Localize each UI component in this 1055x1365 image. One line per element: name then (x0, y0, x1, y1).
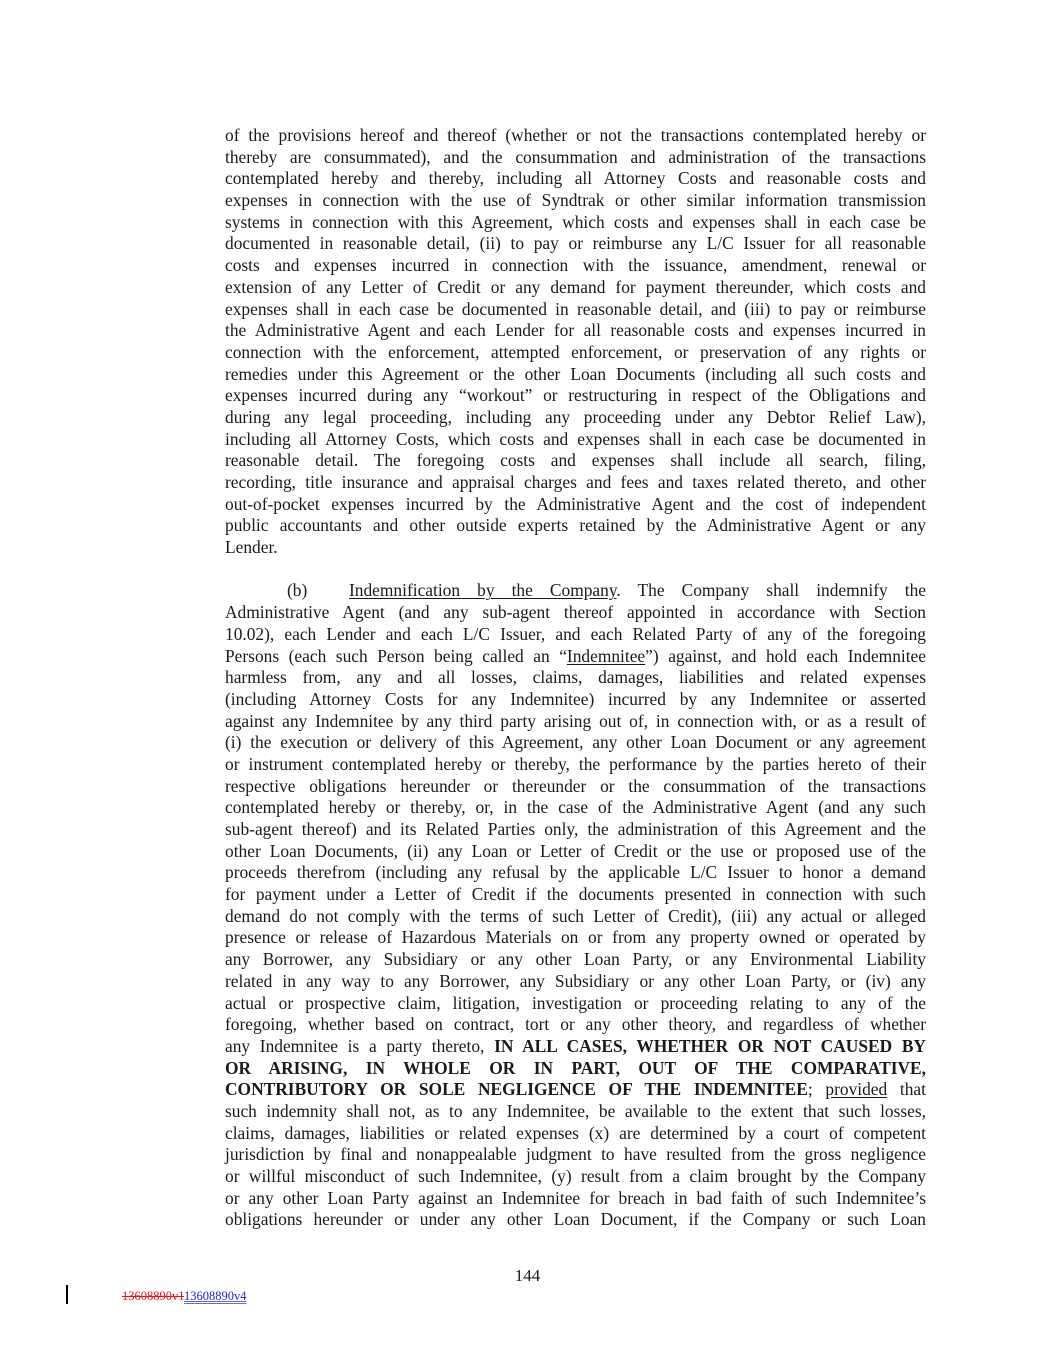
defined-term: Indemnitee (566, 645, 646, 666)
text-line: (i) the execution or delivery of this Agreement, any other Loan Document or any agreement (225, 732, 926, 753)
text-line: contemplated hereby or thereby, or, in the case of the Administrative Agent (and any such (225, 797, 926, 818)
paragraph-b-mid-lines (225, 667, 926, 1036)
text-run: that (887, 1079, 926, 1100)
document-page-body (225, 125, 926, 1231)
document-id-deleted: 13608890v1 (122, 1289, 185, 1303)
text-line (225, 1079, 926, 1101)
text-line: obligations hereunder or under any other Loan Document, if the Company or such Loan (225, 1209, 926, 1230)
text-run: Persons (each such Person being called an “ (225, 645, 567, 666)
text-line: public accountants and other outside experts retained by the Administrative Agent or any (225, 515, 926, 536)
text-line: thereby are consummated), and the consummation and administration of the transactions (225, 146, 926, 167)
text-line: proceeds therefrom (including any refusal by the applicable L/C Issuer to honor a demand (225, 862, 926, 883)
text-line: contemplated hereby and thereby, including all Attorney Costs and reasonable costs and (225, 168, 926, 189)
text-run: ; (807, 1079, 826, 1100)
document-id-inserted: 13608890v4 (184, 1289, 247, 1303)
text-line: including all Attorney Costs, which costs and expenses shall in each case be documented in (225, 428, 926, 449)
text-line: or instrument contemplated hereby or thereby, the performance by the parties hereto of their (225, 753, 926, 774)
text-line: demand do not comply with the terms of such Letter of Credit), (iii) any actual or alleged (225, 905, 926, 926)
text-line: recording, title insurance and appraisal charges and fees and taxes related thereto, and other (225, 472, 926, 492)
text-line: such indemnity shall not, as to any Indemnitee, be available to the extent that such losses, (225, 1100, 926, 1121)
paragraph-a (225, 125, 926, 559)
text-line: 10.02), each Lender and each L/C Issuer, and each Related Party of any of the foregoing (225, 623, 926, 644)
text-line: for payment under a Letter of Credit if the documents presented in connection with such (225, 884, 926, 905)
text-line: Administrative Agent (and any sub-agent thereof appointed in accordance with Section (225, 602, 926, 623)
paragraph-b (225, 580, 926, 1231)
text-line: foregoing, whether based on contract, tort or any other theory, and regardless of whether (225, 1014, 926, 1035)
text-line: presence or release of Hazardous Materials on or from any property owned or operated by (225, 927, 926, 948)
text-line (225, 646, 926, 668)
text-line: Lender. (225, 537, 278, 558)
section-heading: Indemnification by the Company (349, 580, 617, 601)
defined-term: provided (825, 1079, 888, 1100)
text-line: jurisdiction by final and nonappealable judgment to have resulted from the gross negligence (225, 1144, 926, 1165)
text-line: other Loan Documents, (ii) any Loan or Letter of Credit or the use or proposed use of the (225, 840, 926, 861)
document-id (122, 1289, 247, 1304)
text-line: or any other Loan Party against an Indemnitee for breach in bad faith of such Indemnitee’s (225, 1187, 926, 1208)
text-line: related in any way to any Borrower, any Subsidiary or any other Loan Party, or (iv) any (225, 970, 926, 991)
paragraph-b-end-lines (225, 1101, 926, 1231)
text-line: out-of-pocket expenses incurred by the Administrative Agent and the cost of independent (225, 493, 926, 514)
text-line: (including Attorney Costs for any Indemnitee) incurred by any Indemnitee or asserted (225, 688, 926, 709)
text-line: remedies under this Agreement or the other Loan Documents (including all such costs and (225, 363, 926, 384)
text-line: documented in reasonable detail, (ii) to pay or reimburse any L/C Issuer for all reasonable (225, 233, 926, 254)
text-run: any Indemnitee is a party thereto, (225, 1035, 495, 1056)
text-line: harmless from, any and all losses, claims, damages, liabilities and related expenses (225, 667, 926, 688)
text-line: any Borrower, any Subsidiary or any other Loan Party, or any Environmental Liability (225, 949, 926, 970)
bold-clause-line: OR ARISING, IN WHOLE OR IN PART, OUT OF THE COMPARATIVE, (225, 1057, 926, 1078)
text-line: expenses in connection with the use of Syndtrak or other similar information transmission (225, 190, 926, 211)
paragraph-label: (b) (287, 580, 308, 601)
text-line: or willful misconduct of such Indemnitee, (y) result from a claim brought by the Company (225, 1166, 926, 1186)
page-number: 144 (514, 1266, 541, 1285)
bold-clause: IN ALL CASES, WHETHER OR NOT CAUSED BY (494, 1035, 926, 1056)
text-line: reasonable detail. The foregoing costs and expenses shall include all search, filing, (225, 450, 926, 471)
text-line: during any legal proceeding, including any proceeding under any Debtor Relief Law), (225, 406, 926, 427)
paragraph-gap (225, 559, 926, 581)
text-line: costs and expenses incurred in connection with the issuance, amendment, renewal or (225, 255, 926, 276)
text-line: against any Indemnitee by any third party arising out of, in connection with, or as a result of (225, 710, 926, 731)
text-line: expenses incurred during any “workout” or restructuring in respect of the Obligations and (225, 385, 926, 406)
text-run: . The Company shall indemnify the (616, 580, 926, 601)
paragraph-b-first-line (225, 580, 926, 602)
text-line (225, 1036, 926, 1058)
text-line: systems in connection with this Agreement, which costs and expenses shall in each case be (225, 211, 926, 232)
text-run: ”) against, and hold each Indemnitee (645, 645, 926, 666)
text-line: sub-agent thereof) and its Related Parties only, the administration of this Agreement and the (225, 819, 926, 839)
text-line: expenses shall in each case be documented in reasonable detail, and (iii) to pay or reimburse (225, 298, 926, 319)
text-line: claims, damages, liabilities or related expenses (x) are determined by a court of competent (225, 1122, 926, 1143)
bold-clause: CONTRIBUTORY OR SOLE NEGLIGENCE OF THE INDEMNITEE (225, 1079, 808, 1100)
text-line: actual or prospective claim, litigation, investigation or proceeding relating to any of the (225, 992, 926, 1013)
text-line: connection with the enforcement, attempted enforcement, or preservation of any rights or (225, 341, 926, 362)
text-line: of the provisions hereof and thereof (whether or not the transactions contemplated hereby or (225, 125, 926, 145)
revision-change-bar (66, 1285, 68, 1304)
text-line: respective obligations hereunder or thereunder or the consummation of the transactions (225, 775, 926, 796)
text-line: extension of any Letter of Credit or any demand for payment thereunder, which costs and (225, 276, 926, 297)
text-line: the Administrative Agent and each Lender for all reasonable costs and expenses incurred in (225, 320, 926, 341)
